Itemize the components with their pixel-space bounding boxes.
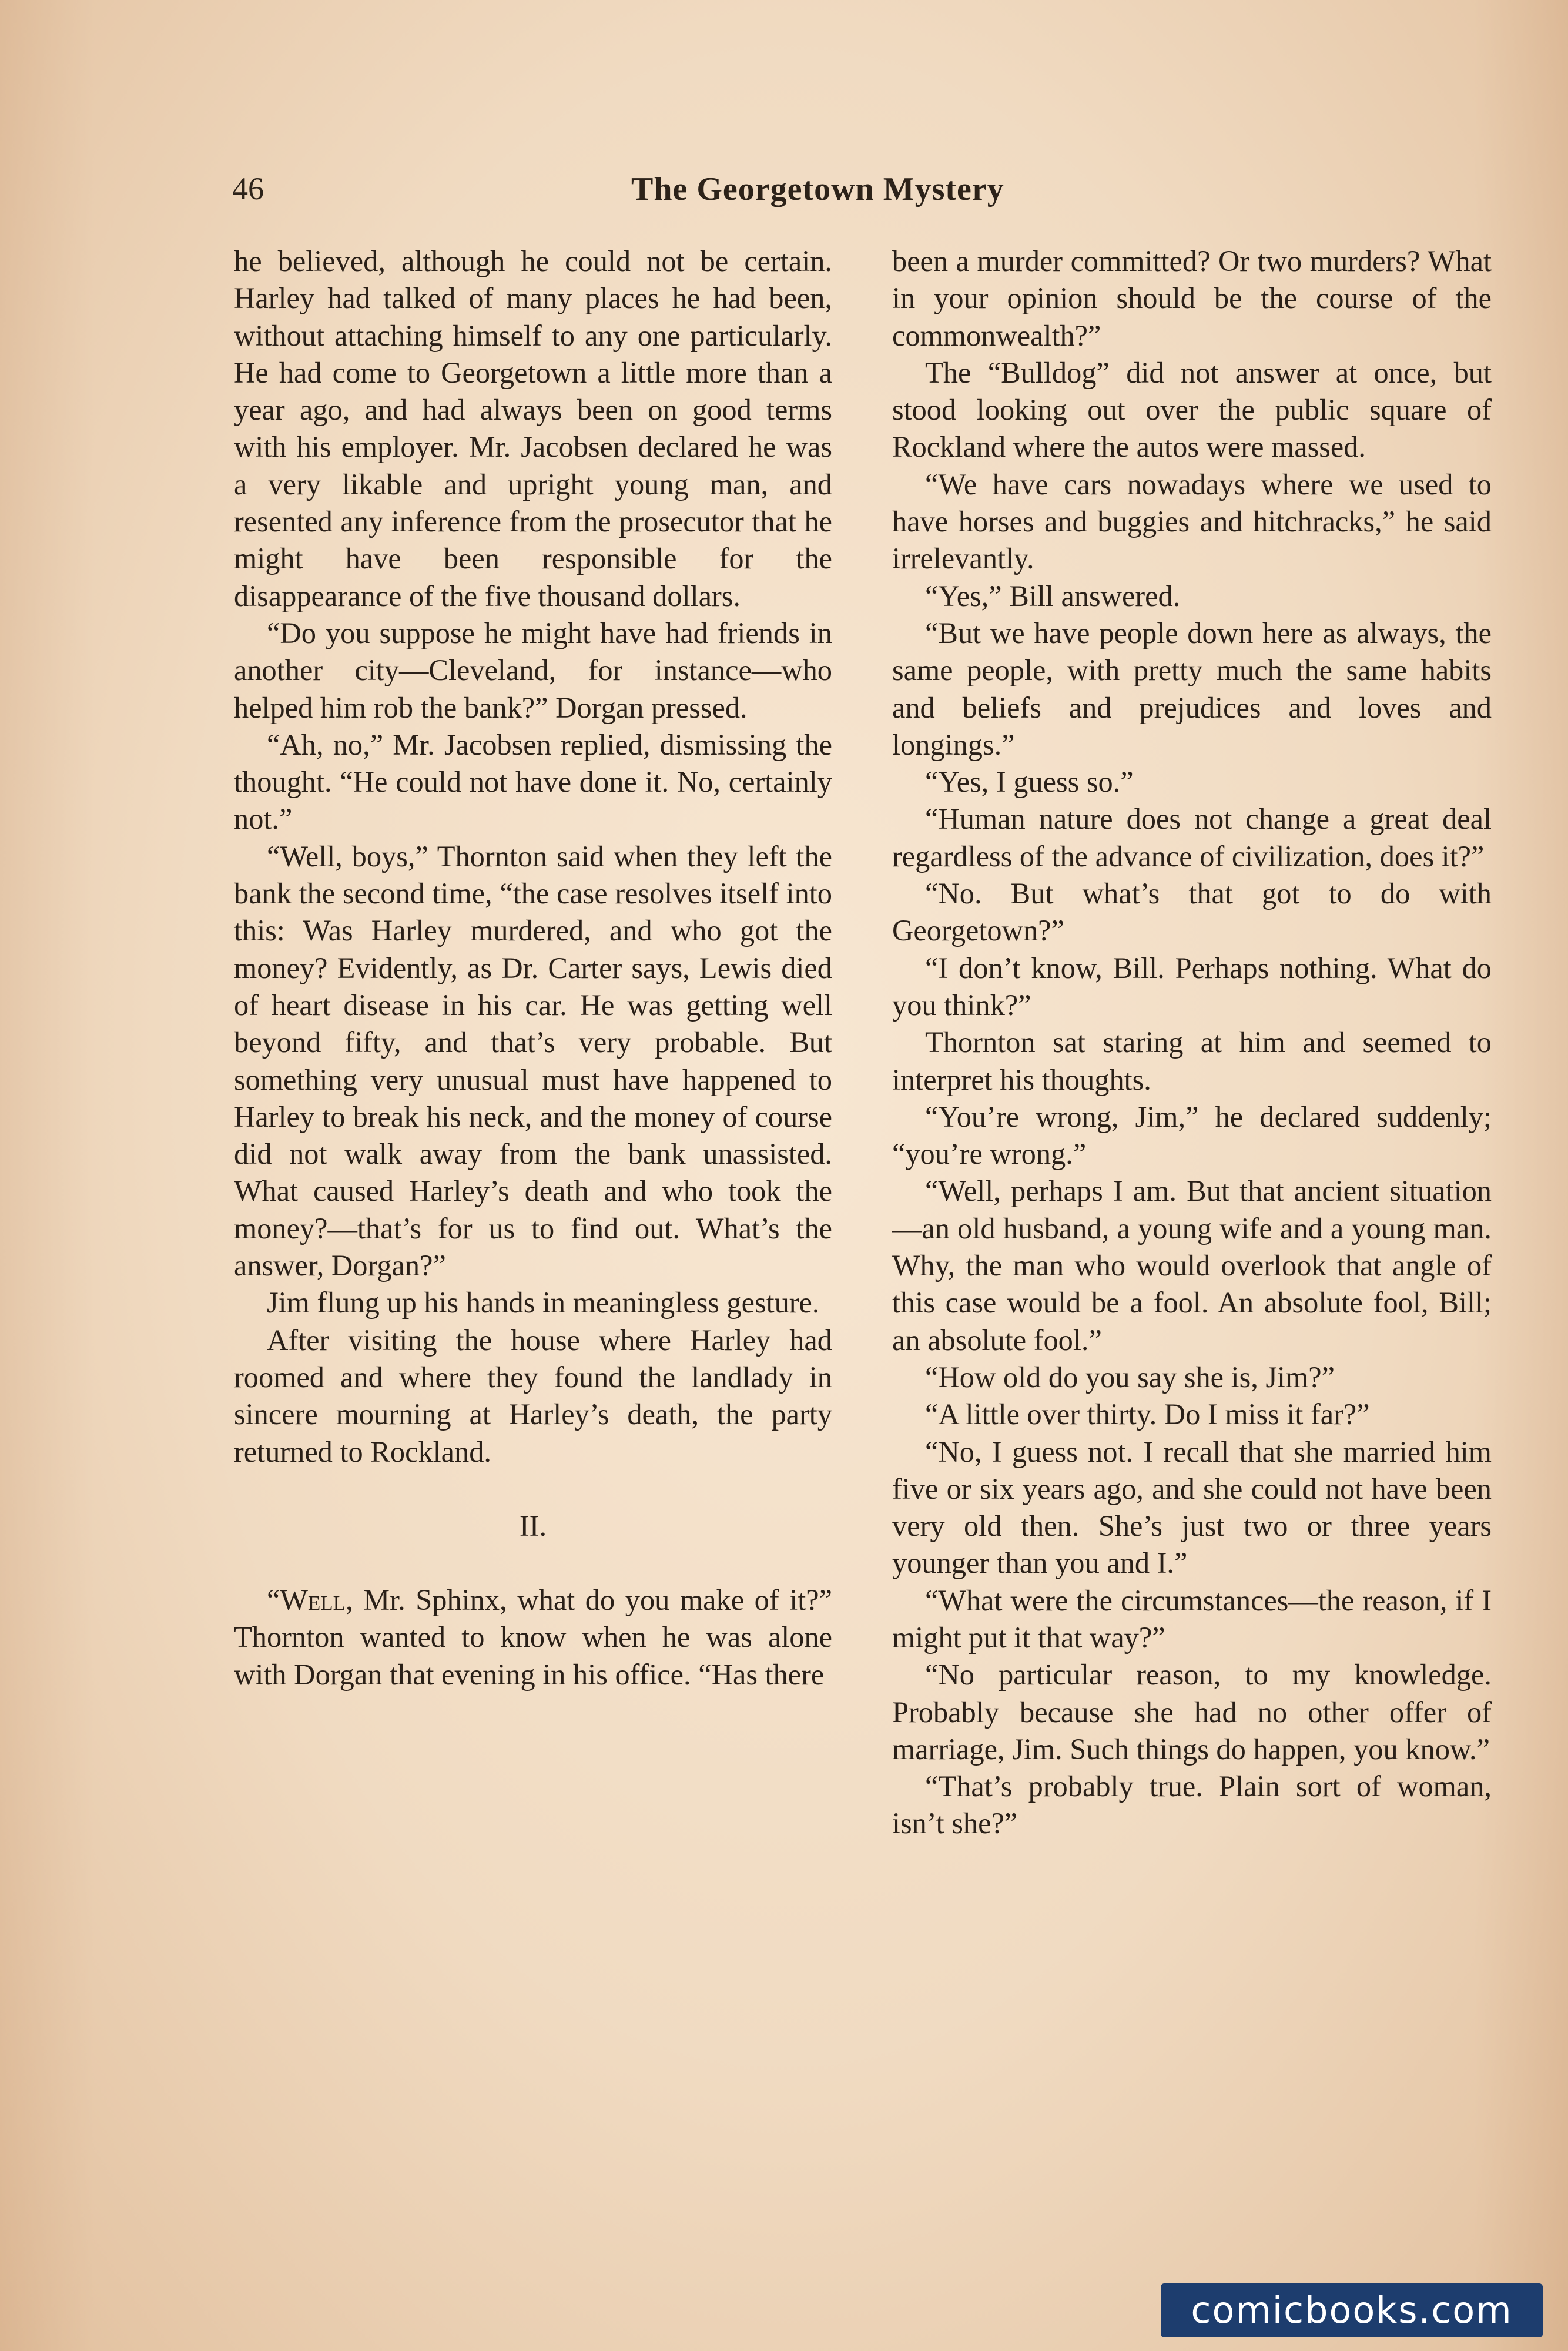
paragraph: “Human nature does not change a great deal regardless of the advance of civilization, does it?”	[892, 802, 1492, 873]
paragraph: Thornton sat staring at him and seemed to interpret his thoughts.	[892, 1026, 1492, 1096]
paragraph: “Yes, I guess so.”	[925, 765, 1134, 799]
left-paragraphs	[234, 243, 832, 1471]
paragraph: he believed, although he could not be certain. Harley had talked of many places he had been, without attaching himself to any one particularly. He had come to Georgetown a little more than a year ago, and had always been on good terms with his employer. Mr. Jacobsen declared he was a very likable and upright young man, and resented any inference from the prosecutor that he might have been responsible for the disappearance of the five thousand dollars.	[234, 245, 832, 612]
paragraph: been a murder committed? Or two murders? What in your opinion should be the course of the commonwealth?”	[892, 245, 1492, 352]
left-column	[234, 243, 832, 1693]
section-lead-word: “Well,	[267, 1583, 353, 1617]
paragraph: Jim flung up his hands in meaningless gesture.	[267, 1286, 820, 1319]
page-number: 46	[232, 171, 264, 206]
paragraph: “Ah, no,” Mr. Jacobsen replied, dismissing the thought. “He could not have done it. No, certainly not.”	[234, 728, 832, 836]
paragraph: “How old do you say she is, Jim?”	[925, 1360, 1335, 1394]
paragraph: After visiting the house where Harley had roomed and where they found the landlady in sincere mourning at Harley’s death, the party returned to Rockland.	[234, 1323, 832, 1468]
section-opening-text: Mr. Sphinx, what do you make of it?” Thornton wanted to know when he was alone with Dorgan that evening in his office. “Has there	[234, 1583, 832, 1691]
paragraph: “No particular reason, to my knowledge. Probably because she had no other offer of marriage, Jim. Such things do happen, you know.”	[892, 1658, 1492, 1766]
section-number: II.	[519, 1509, 547, 1542]
paragraph: “What were the circumstances—the reason, if I might put it that way?”	[892, 1583, 1492, 1654]
paragraph: “Well, boys,” Thornton said when they left the bank the second time, “the case resolves itself into this: Was Harley murdered, and who got the money? Evidently, as Dr. Carter says, Lewis died of heart disease in his car. He was getting well beyond fifty, and that’s very probable. But something very unusual must have happened to Harley to break his neck, and the money of course did not walk away from the bank unassisted. What caused Harley’s death and who took the money?—that’s for us to find out. What’s the answer, Dorgan?”	[234, 839, 832, 1282]
paragraph: “We have cars nowadays where we used to have horses and buggies and hitchracks,” he said irrelevantly.	[892, 467, 1492, 575]
paragraph: The “Bulldog” did not answer at once, but stood looking out over the public square of Rockland where the autos were massed.	[892, 356, 1492, 464]
right-paragraphs	[892, 243, 1492, 1843]
paragraph: “Well, perhaps I am. But that ancient situation—an old husband, a young wife and a young man. Why, the man who would overlook that angle of this case would be a fool. An absolute fool, Bill; an absolute fool.”	[892, 1174, 1492, 1357]
paragraph: “Yes,” Bill answered.	[925, 579, 1181, 612]
paragraph: “That’s probably true. Plain sort of woman, isn’t she?”	[892, 1770, 1492, 1840]
right-column	[892, 243, 1492, 1843]
paragraph: “You’re wrong, Jim,” he declared suddenly; “you’re wrong.”	[892, 1100, 1492, 1171]
comicbooks-watermark: comicbooks.com	[1161, 2283, 1543, 2337]
paragraph: “No. But what’s that got to do with Georgetown?”	[892, 877, 1492, 947]
paragraph: “A little over thirty. Do I miss it far?”	[925, 1398, 1370, 1431]
paragraph: “No, I guess not. I recall that she married him five or six years ago, and she could not have been very old then. She’s just two or three years younger than you and I.”	[892, 1435, 1492, 1580]
section-opening-paragraph	[234, 1582, 832, 1693]
running-head: The Georgetown Mystery	[631, 171, 1004, 207]
paragraph: “But we have people down here as always, the same people, with pretty much the same habits and beliefs and prejudices and loves and longings.”	[892, 616, 1492, 761]
paragraph: “I don’t know, Bill. Perhaps nothing. What do you think?”	[892, 951, 1492, 1022]
paragraph: “Do you suppose he might have had friends in another city—Cleveland, for instance—who helped him rob the bank?” Dorgan pressed.	[234, 616, 832, 724]
